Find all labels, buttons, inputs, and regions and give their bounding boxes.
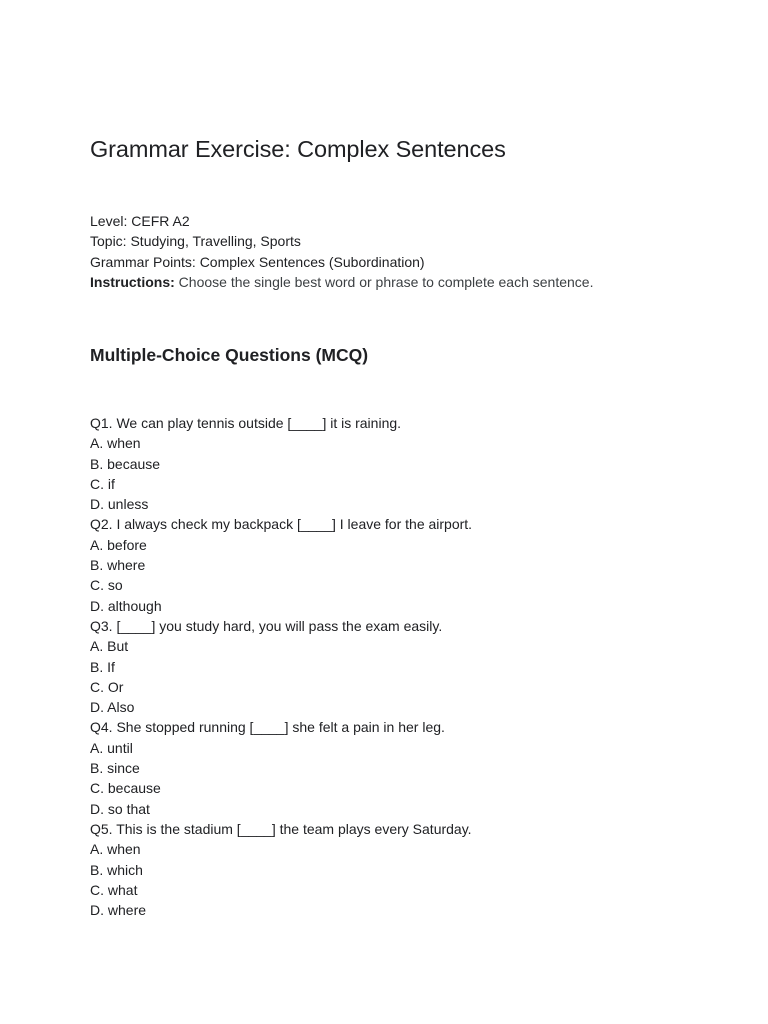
question-3-option-c: C. Or [90,678,124,695]
question-2-option-b: B. where [90,557,146,574]
question-5-option-d: D. where [90,902,147,919]
question-4-option-a: A. until [90,739,133,756]
question-2-option-c: C. so [90,577,123,594]
question-5-option-b: B. which [90,861,143,878]
document-title: Grammar Exercise: Complex Sentences [90,136,506,162]
question-5-option-a: A. when [90,841,141,858]
instructions-text: Choose the single best word or phrase to complete each sentence. [174,273,594,290]
question-5-option-c: C. what [90,881,138,898]
question-3-prompt: Q3. [____] you study hard, you will pass the exam easily. [90,617,443,634]
question-1-prompt: Q1. We can play tennis outside [____] it is raining. [90,415,402,431]
question-3-option-a: A. But [90,638,129,655]
question-2-option-a: A. before [90,536,147,553]
question-3-option-b: B. If [90,658,115,675]
question-4-option-d: D. so that [90,800,150,817]
section-title: Multiple-Choice Questions (MCQ) [90,345,369,365]
question-5-prompt: Q5. This is the stadium [____] the team plays every Saturday. [90,820,472,837]
question-2-option-d: D. although [90,597,162,614]
question-4-prompt: Q4. She stopped running [____] she felt a pain in her leg. [90,719,445,736]
question-list [90,413,472,920]
exercise-metadata [90,211,593,292]
topic-line: Topic: Studying, Travelling, Sports [90,233,301,250]
question-2-prompt: Q2. I always check my backpack [____] I leave for the airport. [90,516,473,533]
question-4-option-b: B. since [90,760,140,777]
question-1-option-c: C. if [90,475,115,492]
grammar-points-line: Grammar Points: Complex Sentences (Subordination) [90,253,425,270]
question-1-option-b: B. because [90,455,161,472]
question-1-option-a: A. when [90,435,141,452]
question-1-option-d: D. unless [90,496,149,513]
question-4-option-c: C. because [90,780,161,797]
question-3-option-d: D. Also [90,699,135,716]
instructions-label: Instructions: [90,273,175,290]
level-line: Level: CEFR A2 [90,213,190,229]
instructions-line [90,272,593,292]
